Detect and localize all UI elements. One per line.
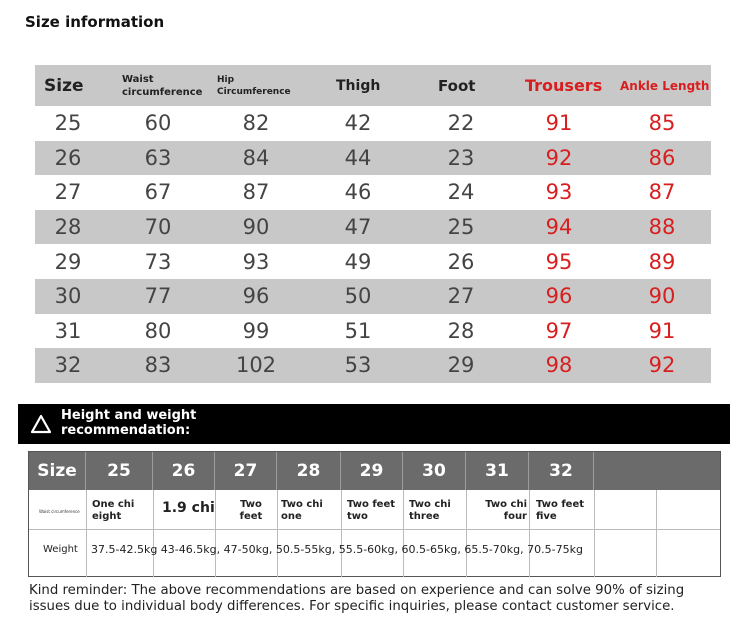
size-table-cell: 53 bbox=[344, 353, 372, 378]
size-table-cell: 87 bbox=[648, 180, 676, 205]
size-table-row bbox=[35, 244, 711, 279]
size-table-row bbox=[35, 210, 711, 245]
size-table-cell: 67 bbox=[144, 180, 172, 205]
rec-header-cell: 30 bbox=[403, 452, 466, 490]
size-table-cell: 30 bbox=[54, 284, 82, 309]
header-ankle-length: Ankle Length bbox=[620, 78, 710, 93]
recommendation-table bbox=[28, 451, 721, 577]
size-table-row bbox=[35, 314, 711, 349]
rec-header-cell: 32 bbox=[529, 452, 594, 490]
size-table bbox=[35, 65, 711, 383]
kind-reminder: Kind reminder: The above recommendations are based on experience and can solve 90% of sizing issues due to individual body differences. For specific inquiries, please contact customer service. bbox=[29, 583, 685, 614]
size-table-cell: 28 bbox=[447, 318, 475, 343]
size-table-cell: 77 bbox=[144, 284, 172, 309]
size-table-body bbox=[35, 106, 711, 383]
size-table-cell: 85 bbox=[648, 111, 676, 136]
size-table-cell: 28 bbox=[54, 215, 82, 240]
size-table-cell: 83 bbox=[144, 353, 172, 378]
waist-value: Two feet two bbox=[347, 499, 396, 522]
size-table-cell: 63 bbox=[144, 145, 172, 170]
size-table-cell: 23 bbox=[447, 145, 475, 170]
size-table-cell: 89 bbox=[648, 249, 676, 274]
size-table-cell: 22 bbox=[447, 111, 475, 136]
size-table-cell: 90 bbox=[648, 284, 676, 309]
size-table-cell: 82 bbox=[242, 111, 270, 136]
size-table-cell: 26 bbox=[54, 145, 82, 170]
weight-row-label: Weight bbox=[43, 544, 78, 555]
waist-value: Two feet bbox=[239, 499, 263, 522]
rec-header-cell: 28 bbox=[277, 452, 341, 490]
size-table-cell: 47 bbox=[344, 215, 372, 240]
rec-header-cell: 29 bbox=[341, 452, 403, 490]
size-table-cell: 90 bbox=[242, 215, 270, 240]
rec-header-size: Size bbox=[29, 452, 86, 490]
rec-header-cell: 31 bbox=[466, 452, 529, 490]
column-divider bbox=[656, 490, 657, 577]
size-table-cell: 96 bbox=[545, 284, 573, 309]
rec-header-cell: 27 bbox=[215, 452, 277, 490]
size-table-row bbox=[35, 348, 711, 383]
size-table-cell: 60 bbox=[144, 111, 172, 136]
waist-value: Two chi one bbox=[281, 499, 323, 522]
size-table-cell: 42 bbox=[344, 111, 372, 136]
waist-value: Two chi three bbox=[409, 499, 451, 522]
warning-triangle-icon bbox=[30, 414, 52, 434]
page-title: Size information bbox=[25, 13, 165, 31]
weight-values: 37.5-42.5kg 43-46.5kg, 47-50kg, 50.5-55kg, 55.5-60kg, 60.5-65kg, 65.5-70kg, 70.5-75kg bbox=[91, 543, 583, 556]
size-table-cell: 70 bbox=[144, 215, 172, 240]
size-table-cell: 98 bbox=[545, 353, 573, 378]
header-waist: Waist circumference bbox=[122, 73, 203, 98]
recommendation-banner bbox=[18, 404, 730, 444]
size-table-cell: 95 bbox=[545, 249, 573, 274]
size-table-cell: 93 bbox=[242, 249, 270, 274]
size-table-cell: 93 bbox=[545, 180, 573, 205]
size-table-cell: 88 bbox=[648, 215, 676, 240]
column-divider bbox=[215, 490, 216, 577]
size-table-cell: 44 bbox=[344, 145, 372, 170]
size-table-row bbox=[35, 175, 711, 210]
header-trousers: Trousers bbox=[525, 76, 603, 95]
column-divider bbox=[153, 490, 154, 577]
recommendation-header-row bbox=[29, 452, 720, 490]
size-table-cell: 32 bbox=[54, 353, 82, 378]
size-table-cell: 27 bbox=[54, 180, 82, 205]
size-table-cell: 91 bbox=[545, 111, 573, 136]
header-thigh: Thigh bbox=[336, 77, 381, 94]
column-divider bbox=[277, 490, 278, 577]
size-table-cell: 29 bbox=[447, 353, 475, 378]
rec-header-cell: 25 bbox=[86, 452, 153, 490]
size-table-header bbox=[35, 65, 711, 106]
header-foot: Foot bbox=[438, 76, 476, 95]
column-divider bbox=[341, 490, 342, 577]
size-table-cell: 84 bbox=[242, 145, 270, 170]
size-table-row bbox=[35, 141, 711, 176]
size-table-cell: 46 bbox=[344, 180, 372, 205]
size-table-row bbox=[35, 106, 711, 141]
size-table-cell: 87 bbox=[242, 180, 270, 205]
size-table-cell: 31 bbox=[54, 318, 82, 343]
column-divider bbox=[529, 490, 530, 577]
size-table-cell: 29 bbox=[54, 249, 82, 274]
size-table-cell: 24 bbox=[447, 180, 475, 205]
size-table-cell: 97 bbox=[545, 318, 573, 343]
size-table-cell: 80 bbox=[144, 318, 172, 343]
size-table-cell: 102 bbox=[235, 353, 277, 378]
size-table-cell: 73 bbox=[144, 249, 172, 274]
size-table-cell: 92 bbox=[545, 145, 573, 170]
waist-value: One chi eight bbox=[92, 499, 135, 522]
size-table-row bbox=[35, 279, 711, 314]
header-size: Size bbox=[44, 75, 84, 96]
column-divider bbox=[594, 490, 595, 577]
column-divider bbox=[466, 490, 467, 577]
banner-text: Height and weight recommendation: bbox=[61, 408, 197, 438]
waist-value: Two chi four bbox=[485, 499, 527, 522]
size-table-cell: 49 bbox=[344, 249, 372, 274]
waist-row-label: Waist circumference bbox=[39, 509, 80, 514]
waist-value: Two feet five bbox=[536, 499, 585, 522]
size-table-cell: 96 bbox=[242, 284, 270, 309]
size-table-cell: 86 bbox=[648, 145, 676, 170]
row-divider bbox=[29, 529, 720, 530]
rec-header-cell: 26 bbox=[153, 452, 215, 490]
size-table-cell: 50 bbox=[344, 284, 372, 309]
size-table-cell: 27 bbox=[447, 284, 475, 309]
waist-value: 1.9 chi bbox=[162, 500, 215, 516]
size-table-cell: 99 bbox=[242, 318, 270, 343]
column-divider bbox=[403, 490, 404, 577]
size-table-cell: 92 bbox=[648, 353, 676, 378]
size-table-cell: 94 bbox=[545, 215, 573, 240]
header-hip: Hip Circumference bbox=[217, 74, 291, 97]
size-table-cell: 25 bbox=[54, 111, 82, 136]
size-table-cell: 25 bbox=[447, 215, 475, 240]
size-table-cell: 91 bbox=[648, 318, 676, 343]
size-table-cell: 51 bbox=[344, 318, 372, 343]
size-table-cell: 26 bbox=[447, 249, 475, 274]
column-divider bbox=[86, 490, 87, 577]
